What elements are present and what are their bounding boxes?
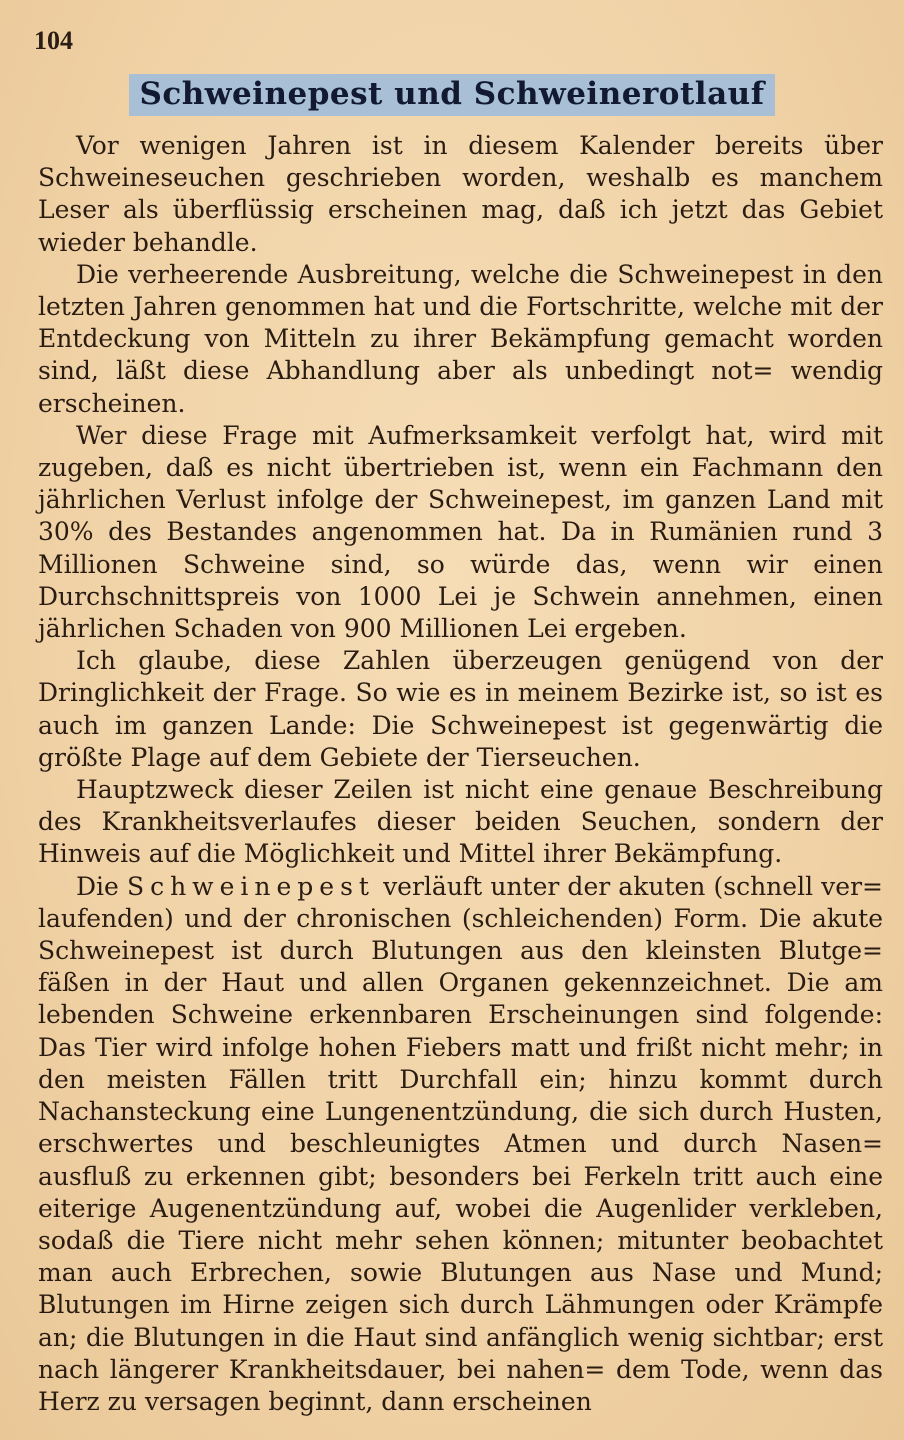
paragraph-6-text: verläuft unter der akuten (schnell ver= laufenden) und der chronischen (schleichenden) Form. Die akute Schweinepest ist durch Blutungen aus den kleinsten Blutge= fäßen in der Haut und allen Organen gekennzeichnet. Die am lebenden Schweine erkennbaren Erscheinungen sind folgende: Das Tier wird infolge hohen Fiebers matt und frißt nicht mehr; in den meisten Fällen tritt Durchfall ein; hinzu kommt durch Nachansteckung eine Lungenentzündung, die sich durch Husten, erschwertes und beschleunigtes Atmen und durch Nasen= ausfluß zu erkennen gibt; besonders bei Ferkeln tritt auch eine eiterige Augenentzündung auf, wobei die Augenlider verkleben, sodaß die Tiere nicht mehr sehen können; mitunter beobachtet man auch Erbrechen, sowie Blutungen aus Nase und Mund; Blutungen im Hirne zeigen sich durch Lähmungen oder Krämpfe an; die Blutungen in die Haut sind anfänglich wenig sichtbar; erst nach längerer Krankheitsdauer, bei nahen= dem Tode, wenn das Herz zu versagen beginnt, dann erscheinen xyxy=(38,871,883,1416)
page-number: 104 xyxy=(34,26,73,55)
article-body xyxy=(38,130,883,1418)
paragraph-2: Die verheerende Ausbreitung, welche die Schweinepest in den letzten Jahren genommen hat und die Fortschritte, welche mit der Entdeckung von Mitteln zu ihrer Bekämpfung gemacht worden sind, läßt diese Abhandlung aber als unbedingt not= wendig erscheinen. xyxy=(38,259,883,418)
paragraph-3: Wer diese Frage mit Aufmerksamkeit verfolgt hat, wird mit zugeben, daß es nicht übertrieben ist, wenn ein Fachmann den jährlichen Verlust infolge der Schweinepest, im ganzen Land mit 30% des Bestandes angenommen hat. Da in Rumänien rund 3 Millionen Schweine sind, so würde das, wenn wir einen Durchschnittspreis von 1000 Lei je Schwein annehmen, einen jährlichen Schaden von 900 Millionen Lei ergeben. xyxy=(38,420,883,644)
article-title: Schweinepest und Schweinerotlauf xyxy=(129,74,774,116)
paragraph-1: Vor wenigen Jahren ist in diesem Kalender bereits über Schweineseuchen geschrieben worden, weshalb es manchem Leser als überflüssig erscheinen mag, daß ich jetzt das Gebiet wieder behandle. xyxy=(38,131,883,257)
paragraph-6 xyxy=(38,871,883,1418)
paragraph-4: Ich glaube, diese Zahlen überzeugen genügend von der Dringlichkeit der Frage. So wie es in meinem Bezirke ist, so ist es auch im ganzen Lande: Die Schweinepest ist gegenwärtig die größte Plage auf dem Gebiete der Tierseuchen. xyxy=(38,646,883,772)
paragraph-6-lead: Die xyxy=(76,871,119,901)
title-container xyxy=(0,74,904,116)
paragraph-5: Hauptzweck dieser Zeilen ist nicht eine genaue Beschreibung des Krankheitsverlaufes dieser beiden Seuchen, sondern der Hinweis auf die Möglichkeit und Mittel ihrer Bekämpfung. xyxy=(38,775,883,869)
paragraph-6-emphasis: Schweinepest xyxy=(126,871,375,901)
